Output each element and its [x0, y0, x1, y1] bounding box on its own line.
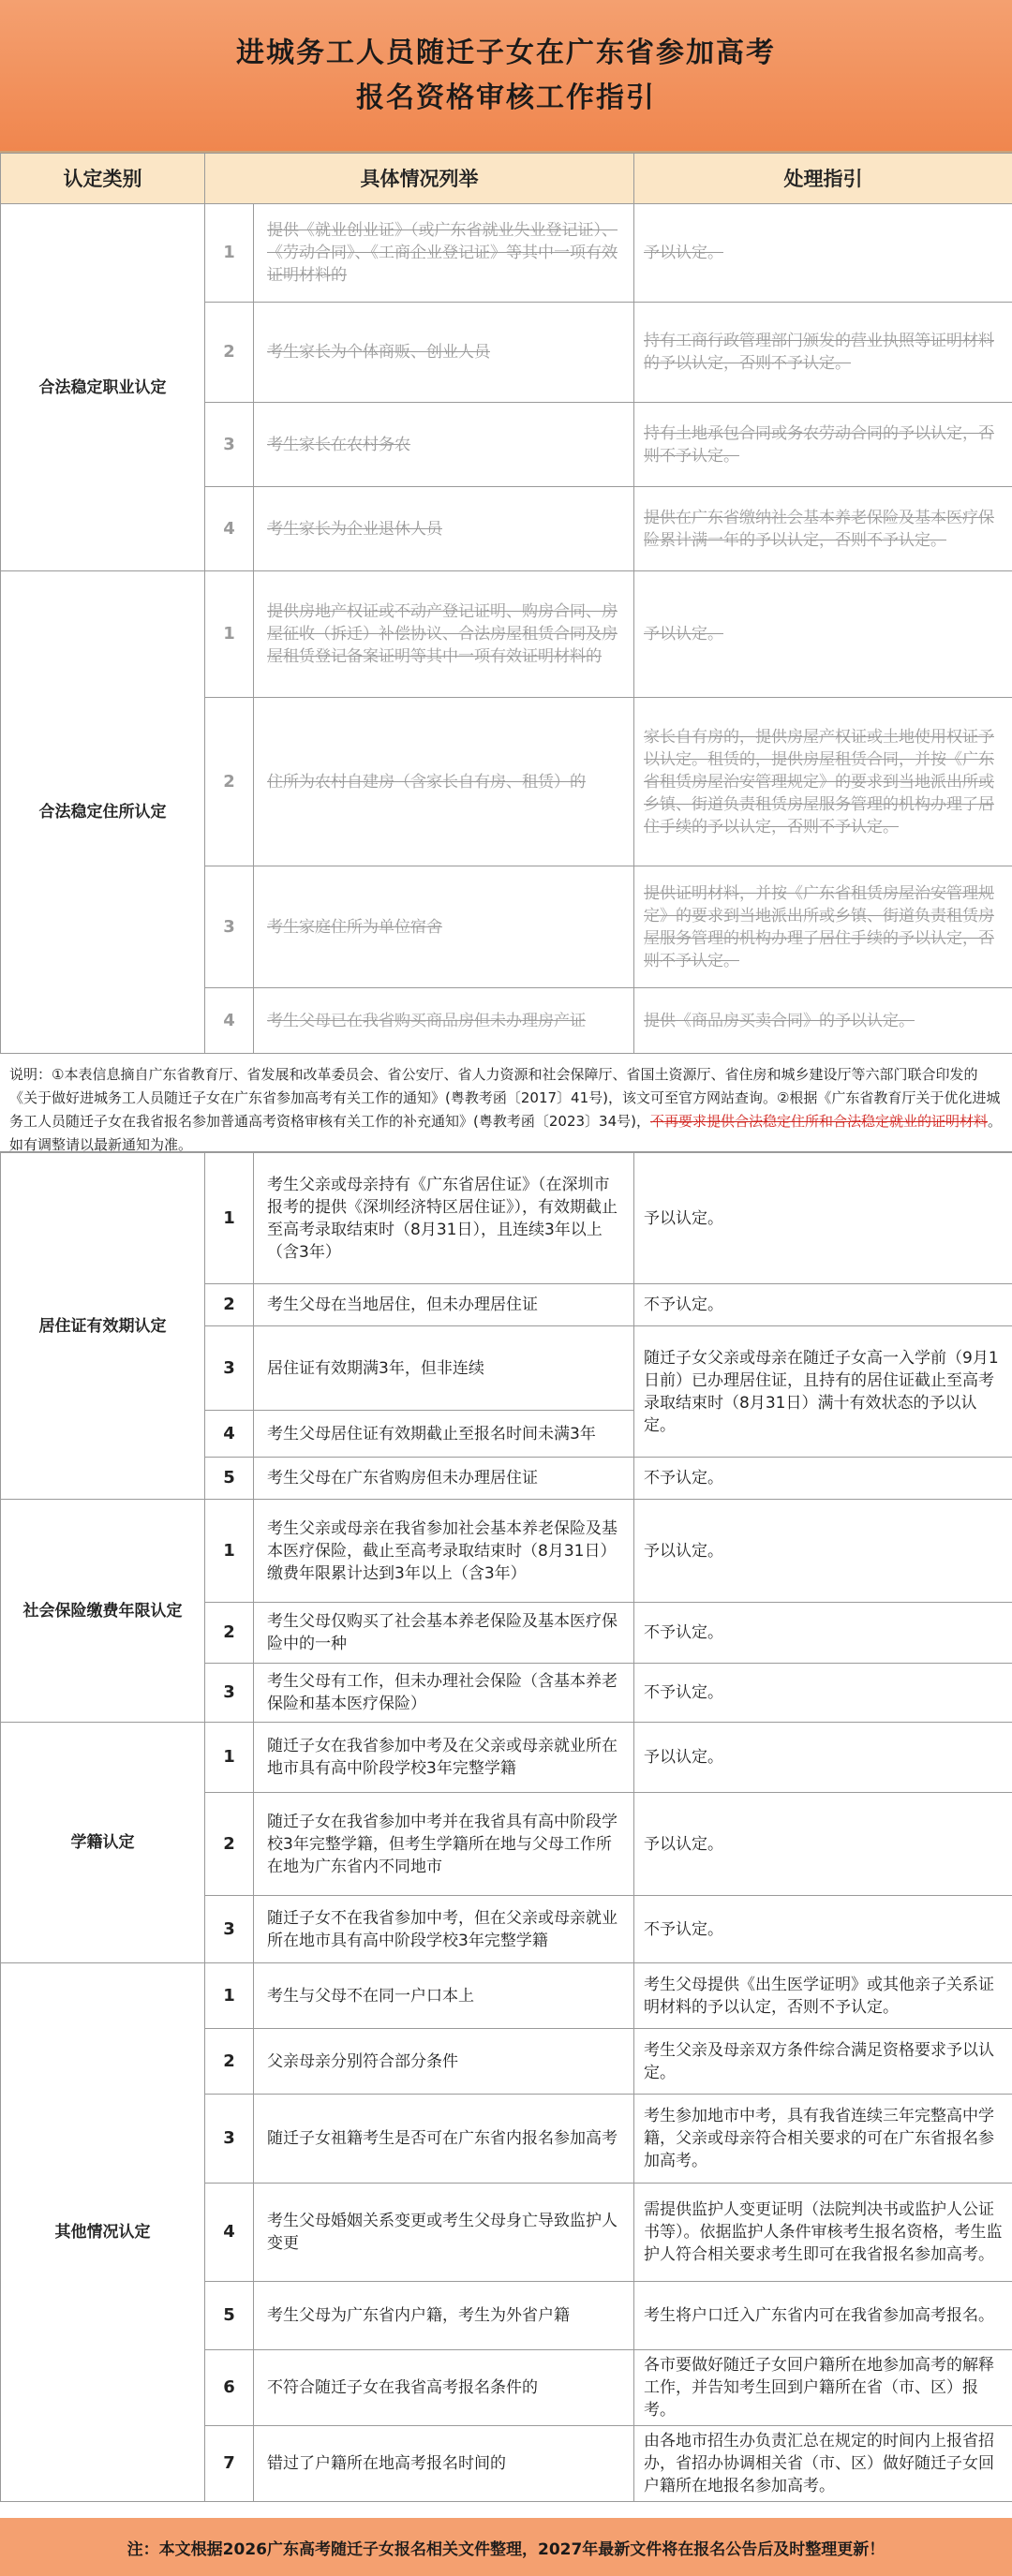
- category-cell: 合法稳定职业认定: [1, 204, 205, 571]
- row-number: 7: [205, 2426, 254, 2502]
- row-number: 2: [205, 303, 254, 403]
- row-number: 4: [205, 487, 254, 571]
- guide-cell: 不予认定。: [634, 1458, 1012, 1500]
- guide-cell: 持有土地承包合同或务农劳动合同的予以认定，否则不予认定。: [634, 403, 1012, 487]
- guide-cell: 不予认定。: [634, 1664, 1012, 1723]
- situation-cell: 考生家长为企业退休人员: [254, 487, 634, 571]
- row-number: 4: [205, 1411, 254, 1458]
- guide-cell: 家长自有房的，提供房屋产权证或土地使用权证予以认定。租赁的，提供房屋租赁合同，并按《广东省租赁房屋治安管理规定》的要求到当地派出所或乡镇、街道负责租赁房屋服务管理的机构办理了居住手续的予以认定，否则不予认定。: [634, 698, 1012, 866]
- table-row: [1, 1153, 1012, 1284]
- guide-cell: 随迁子女父亲或母亲在随迁子女高一入学前（9月1日前）已办理居住证，且持有的居住证截止至高考录取结束时（8月31日）满十有效状态的予以认定。: [634, 1326, 1012, 1458]
- guide-cell: 不予认定。: [634, 1896, 1012, 1963]
- column-header-situation: 具体情况列举: [205, 154, 634, 204]
- situation-cell: 提供《就业创业证》（或广东省就业失业登记证）、《劳动合同》、《工商企业登记证》等其中一项有效证明材料的: [254, 204, 634, 303]
- category-cell: 学籍认定: [1, 1723, 205, 1963]
- situation-cell: 考生家长在农村务农: [254, 403, 634, 487]
- situation-cell: 随迁子女在我省参加中考及在父亲或母亲就业所在地市具有高中阶段学校3年完整学籍: [254, 1723, 634, 1793]
- situation-cell: 考生父母在广东省购房但未办理居住证: [254, 1458, 634, 1500]
- column-header-category: 认定类别: [1, 154, 205, 204]
- guide-cell: 予以认定。: [634, 1793, 1012, 1896]
- situation-cell: 考生父母在当地居住，但未办理居住证: [254, 1284, 634, 1326]
- footer-note: 注：本文根据2026广东高考随迁子女报名相关文件整理，2027年最新文件将在报名公告后及时整理更新！: [0, 2518, 1012, 2576]
- guide-cell: 考生参加地市中考，具有我省连续三年完整高中学籍，父亲或母亲符合相关要求的可在广东省报名参加高考。: [634, 2095, 1012, 2184]
- guide-cell: 不予认定。: [634, 1603, 1012, 1664]
- situation-cell: 考生父母有工作，但未办理社会保险（含基本养老保险和基本医疗保险）: [254, 1664, 634, 1723]
- category-cell: 合法稳定住所认定: [1, 571, 205, 1054]
- row-number: 1: [205, 571, 254, 698]
- guide-cell: 予以认定。: [634, 571, 1012, 698]
- row-number: 3: [205, 1896, 254, 1963]
- situation-cell: 考生与父母不在同一户口本上: [254, 1963, 634, 2029]
- row-number: 2: [205, 1793, 254, 1896]
- row-number: 6: [205, 2350, 254, 2426]
- row-number: 2: [205, 1284, 254, 1326]
- row-number: 3: [205, 1326, 254, 1411]
- category-cell: 居住证有效期认定: [1, 1153, 205, 1500]
- situation-cell: 不符合随迁子女在我省高考报名条件的: [254, 2350, 634, 2426]
- guide-cell: 予以认定。: [634, 1723, 1012, 1793]
- eligibility-table-part2: [0, 1152, 1012, 2502]
- row-number: 4: [205, 2184, 254, 2282]
- guide-cell: 提供《商品房买卖合同》的予以认定。: [634, 988, 1012, 1054]
- situation-cell: 考生父亲或母亲在我省参加社会基本养老保险及基本医疗保险，截止至高考录取结束时（8月31日）缴费年限累计达到3年以上（含3年）: [254, 1500, 634, 1603]
- situation-cell: 父亲母亲分别符合部分条件: [254, 2029, 634, 2095]
- table-row: [1, 1723, 1012, 1793]
- row-number: 5: [205, 1458, 254, 1500]
- guide-cell: 由各地市招生办负责汇总在规定的时间内上报省招办，省招办协调相关省（市、区）做好随迁子女回户籍所在地报名参加高考。: [634, 2426, 1012, 2502]
- guide-cell: 予以认定。: [634, 204, 1012, 303]
- guide-cell: 考生将户口迁入广东省内可在我省参加高考报名。: [634, 2282, 1012, 2350]
- row-number: 1: [205, 1153, 254, 1284]
- row-number: 1: [205, 1500, 254, 1603]
- situation-cell: 住所为农村自建房（含家长自有房、租赁）的: [254, 698, 634, 866]
- situation-cell: 随迁子女祖籍考生是否可在广东省内报名参加高考: [254, 2095, 634, 2184]
- row-number: 4: [205, 988, 254, 1054]
- row-number: 3: [205, 866, 254, 988]
- category-cell: 社会保险缴费年限认定: [1, 1500, 205, 1723]
- row-number: 2: [205, 698, 254, 866]
- situation-cell: 随迁子女不在我省参加中考，但在父亲或母亲就业所在地市具有高中阶段学校3年完整学籍: [254, 1896, 634, 1963]
- row-number: 1: [205, 1963, 254, 2029]
- title-line-1: 进城务工人员随迁子女在广东省参加高考: [236, 36, 776, 69]
- row-number: 3: [205, 403, 254, 487]
- guide-cell: 不予认定。: [634, 1284, 1012, 1326]
- situation-cell: 考生父母居住证有效期截止至报名时间未满3年: [254, 1411, 634, 1458]
- note-text: 说明：①本表信息摘自广东省教育厅、省发展和改革委员会、省公安厅、省人力资源和社会保障厅、省国土资源厅、省住房和城乡建设厅等六部门联合印发的《关于做好进城务工人员随迁子女在广东省参加高考有关工作的通知》(粤教考函〔2017〕41号)，该文可至官方网站查询。②根据《广东省教育厅关于优化进城务工人员随迁子女在我省报名参加普通高考资格审核有关工作的补充通知》(粤教考函〔2023〕34号)，: [9, 1066, 1001, 1130]
- situation-cell: 考生父母仅购买了社会基本养老保险及基本医疗保险中的一种: [254, 1603, 634, 1664]
- guide-cell: 考生父亲及母亲双方条件综合满足资格要求予以认定。: [634, 2029, 1012, 2095]
- eligibility-table-part1: [0, 153, 1012, 1054]
- guide-cell: 持有工商行政管理部门颁发的营业执照等证明材料的予以认定，否则不予认定。: [634, 303, 1012, 403]
- situation-cell: 随迁子女在我省参加中考并在我省具有高中阶段学校3年完整学籍，但考生学籍所在地与父母工作所在地为广东省内不同地市: [254, 1793, 634, 1896]
- row-number: 2: [205, 2029, 254, 2095]
- column-header-guide: 处理指引: [634, 154, 1012, 204]
- situation-cell: 考生父母婚姻关系变更或考生父母身亡导致监护人变更: [254, 2184, 634, 2282]
- table-row: [1, 204, 1012, 303]
- explanation-note: [0, 1054, 1012, 1152]
- page-header: [0, 0, 1012, 153]
- table-row: [1, 1963, 1012, 2029]
- situation-cell: 考生家庭住所为单位宿舍: [254, 866, 634, 988]
- table-header-row: [1, 154, 1012, 204]
- row-number: 1: [205, 204, 254, 303]
- situation-cell: 考生父母已在我省购买商品房但未办理房产证: [254, 988, 634, 1054]
- situation-cell: 提供房地产权证或不动产登记证明、购房合同、房屋征收（拆迁）补偿协议、合法房屋租赁合同及房屋租赁登记备案证明等其中一项有效证明材料的: [254, 571, 634, 698]
- guide-cell: 提供证明材料，并按《广东省租赁房屋治安管理规定》的要求到当地派出所或乡镇、街道负责租赁房屋服务管理的机构办理了居住手续的予以认定，否则不予认定。: [634, 866, 1012, 988]
- title-line-2: 报名资格审核工作指引: [356, 81, 656, 114]
- row-number: 1: [205, 1723, 254, 1793]
- guide-cell: 提供在广东省缴纳社会基本养老保险及基本医疗保险累计满一年的予以认定，否则不予认定。: [634, 487, 1012, 571]
- table-row: [1, 1500, 1012, 1603]
- row-number: 5: [205, 2282, 254, 2350]
- guide-cell: 予以认定。: [634, 1153, 1012, 1284]
- table-row: [1, 571, 1012, 698]
- situation-cell: 考生父母为广东省内户籍，考生为外省户籍: [254, 2282, 634, 2350]
- guide-cell: 各市要做好随迁子女回户籍所在地参加高考的解释工作，并告知考生回到户籍所在省（市、区）报考。: [634, 2350, 1012, 2426]
- situation-cell: 居住证有效期满3年，但非连续: [254, 1326, 634, 1411]
- row-number: 2: [205, 1603, 254, 1664]
- note-highlight: 不再要求提供合法稳定住所和合法稳定就业的证明材料: [649, 1113, 988, 1130]
- guide-cell: 考生父母提供《出生医学证明》或其他亲子关系证明材料的予以认定，否则不予认定。: [634, 1963, 1012, 2029]
- category-cell: 其他情况认定: [1, 1963, 205, 2502]
- guide-cell: 予以认定。: [634, 1500, 1012, 1603]
- situation-cell: 考生家长为个体商贩、创业人员: [254, 303, 634, 403]
- note-tail: 。如有调整请以最新通知为准。: [9, 1113, 1003, 1153]
- situation-cell: 考生父亲或母亲持有《广东省居住证》（在深圳市报考的提供《深圳经济特区居住证》），有效期截止至高考录取结束时（8月31日），且连续3年以上（含3年）: [254, 1153, 634, 1284]
- guide-cell: 需提供监护人变更证明（法院判决书或监护人公证书等）。依据监护人条件审核考生报名资格，考生监护人符合相关要求考生即可在我省报名参加高考。: [634, 2184, 1012, 2282]
- row-number: 3: [205, 2095, 254, 2184]
- situation-cell: 错过了户籍所在地高考报名时间的: [254, 2426, 634, 2502]
- row-number: 3: [205, 1664, 254, 1723]
